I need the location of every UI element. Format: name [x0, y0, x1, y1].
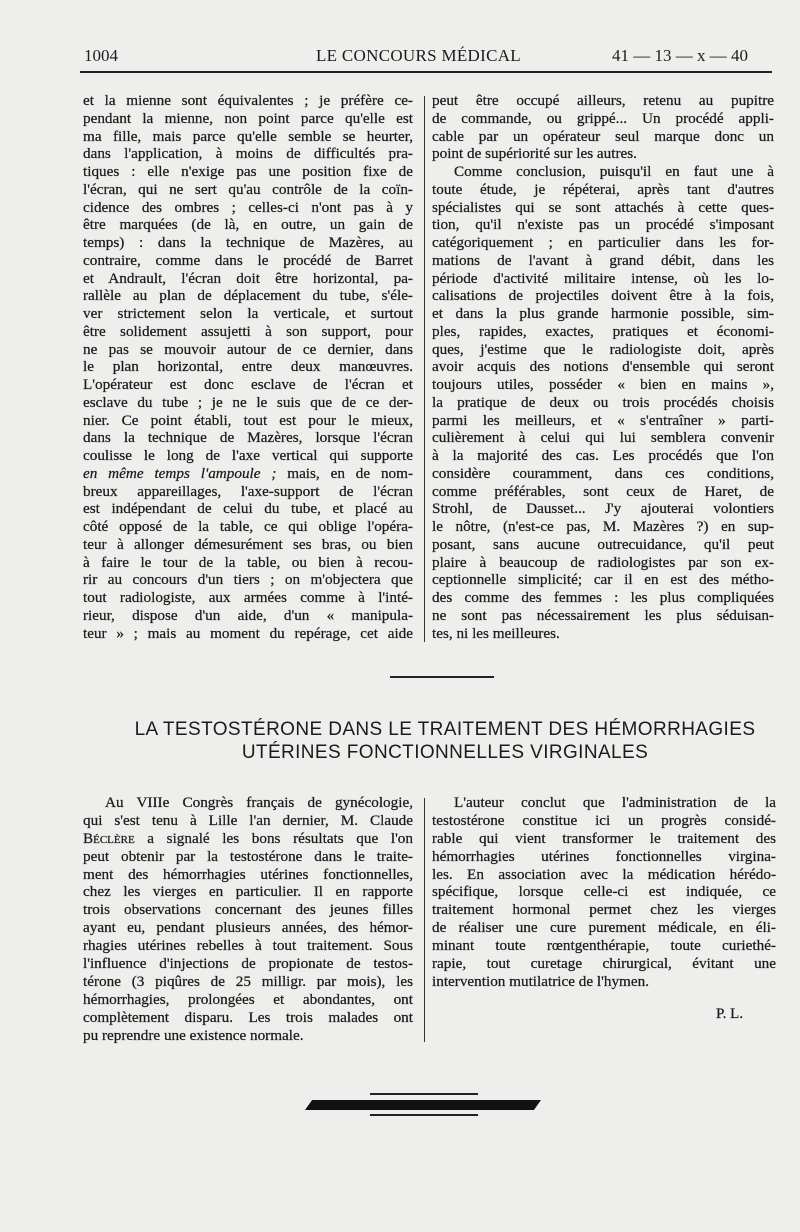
text-line: ment des hémorrhagies utérines fonctionnelles, [83, 865, 413, 883]
text-line: minant toute rœntgenthérapie, toute curiethé- [432, 937, 776, 955]
column-top-right [432, 92, 774, 642]
text-line: rapie, tout curetage chirurgical, évitant une [432, 955, 776, 973]
author-signature: P. L. [716, 1006, 744, 1022]
text-line: hémorrhagies utérines fonctionnelles virgina- [432, 847, 776, 865]
text-line [83, 465, 413, 483]
text-line: plaire à beaucoup de radiologistes par son ex- [432, 553, 774, 571]
text-line: rhagies utérines rebelles à tout traitement. Sous [83, 937, 413, 955]
text-line: teur » ; mais au moment du repérage, cet aide [83, 624, 413, 642]
text-line: dans l'application, à moins de difficultés pra- [83, 145, 413, 163]
text-line: ples, rapides, exactes, pratiques et économi- [432, 322, 774, 340]
text-line: la pratique de deux ou trois procédés choisis [432, 393, 774, 411]
ornament-line-bottom [370, 1114, 478, 1116]
text-line: ver strictement selon la verticale, et surtout [83, 305, 413, 322]
text-line: tes, ni les meilleures. [432, 624, 560, 642]
text-line: tiques : elle n'exige pas une position fixe de [83, 163, 413, 180]
text-line: de commande, ou grippé... Un procédé appli- [432, 109, 774, 127]
text-line: spécialistes qui se sont attachés à cette ques- [432, 198, 774, 216]
text-line: ma fille, mais parce qu'elle semble se heurter, [83, 127, 413, 145]
text-line: qui s'est tenu à Lille l'an dernier, M. Claude [83, 811, 413, 829]
ornament-bar [305, 1100, 541, 1110]
text-line: peut être occupé ailleurs, retenu au pupitre [432, 92, 774, 109]
text-line: tion, qu'il n'existe pas un procédé s'imposant [432, 216, 774, 234]
text-line: ceptionnelle simplicité; car il en est des métho- [432, 571, 774, 589]
text-line: peut obtenir par la testostérone dans le traite- [83, 847, 413, 865]
italic-text: en même temps l'ampoule ; [83, 464, 277, 482]
text-line: dans la technique de Mazères, lorsque l'écran [83, 429, 413, 447]
text-line: période d'activité militaire intense, où les lo- [432, 269, 774, 287]
text-line: rir au concours d'un tiers ; on m'objectera que [83, 571, 413, 589]
text-line: toujours utiles, posséder « bien en mains », [432, 376, 774, 393]
column-divider-bottom [424, 798, 425, 1042]
text-line: rieur, dispose d'un aide, d'un « manipula- [83, 606, 413, 624]
text-line: rable qui vient transformer le traitement des [432, 829, 776, 847]
header-rule [80, 71, 772, 73]
text-line: et la mienne sont équivalentes ; je préfère ce- [83, 92, 413, 109]
section-separator [390, 676, 494, 678]
text-line: intervention mutilatrice de l'hymen. [432, 972, 649, 990]
text-line: nier. Ce point établi, tout est pour le mieux, [83, 411, 413, 429]
text-line: trois observations concernant des jeunes filles [83, 901, 413, 919]
text-line: posant, sans aucune outrecuidance, qu'il peut [432, 535, 774, 553]
text-line: pu reprendre une existence normale. [83, 1026, 304, 1044]
text-line: breux appareillages, l'axe-support de l'écran [83, 482, 413, 500]
article-title-line-1: LA TESTOSTÉRONE DANS LE TRAITEMENT DES HÉMORRHAGIES [134, 719, 756, 740]
text-line: ques, j'estime que le radiologiste doit, après [432, 340, 774, 358]
text-line: de réaliser une cure purement médicale, en éli- [432, 919, 776, 937]
text-line: spécifique, lorsque celle-ci est indiquée, ce [432, 883, 776, 901]
page-number: 1004 [84, 46, 118, 65]
text-line: les. En association avec la médication hérédo- [432, 865, 776, 883]
text-line: esclave du tube ; je ne le suis que de ce der- [83, 393, 413, 411]
text-line: L'opérateur est donc esclave de l'écran et [83, 376, 413, 393]
text-line: rallèle au plan de déplacement du tube, s'éle- [83, 287, 413, 305]
text-line: traitement hormonal permet chez les vierges [432, 901, 776, 919]
article-column-left [83, 794, 413, 1044]
text-line: comme préférables, sont ceux de Haret, de [432, 482, 774, 500]
article-title-line-2: UTÉRINES FONCTIONNELLES VIRGINALES [241, 742, 649, 763]
text-line: calisations de projectiles doivent être à la fois, [432, 287, 774, 305]
text-line: l'influence d'injections de propionate de testos- [83, 955, 413, 973]
text-line: cidence des ombres ; celles-ci n'ont pas à y [83, 198, 413, 216]
text-line: ne sont pas nécessairement les plus séduisan- [432, 606, 774, 624]
text-line: point de supériorité sur les autres. [432, 145, 637, 163]
text-line: térone (3 piqûres de 25 milligr. par mois), les [83, 972, 413, 990]
text-line: être solidement assujetti à son support, pour [83, 322, 413, 340]
text-line: complètement disparu. Les trois malades ont [83, 1008, 413, 1026]
text-line: le nôtre, (n'est-ce pas, M. Mazères ?) en sup- [432, 518, 774, 535]
text-line: l'écran, qui ne sert qu'au contrôle de la coïn- [83, 180, 413, 198]
text-line: et Andrault, l'écran doit être horizontal, pa- [83, 269, 413, 287]
text-line: côté opposé de la table, ce qui oblige l'opéra- [83, 518, 413, 535]
issue-date: 41 — 13 — x — 40 [612, 46, 748, 65]
text-line: avoir acquis des notions d'ensemble qui seront [432, 358, 774, 376]
column-top-left [83, 92, 413, 642]
text-line: être marquées (de là, en outre, un gain de [83, 216, 413, 234]
text-line: pendant la mienne, non point parce qu'elle est [83, 109, 413, 127]
author-name: Béclère [83, 829, 135, 847]
text-line: hémorrhagies, prolongées et abondantes, ont [83, 990, 413, 1008]
text-line: cable par un opérateur seul marque donc un [432, 127, 774, 145]
text-line: Comme conclusion, puisqu'il en faut une à [454, 163, 774, 180]
text-line [83, 830, 413, 848]
text-line: à la majorité des cas. Les procédés que l'on [432, 447, 774, 464]
article-column-right [432, 794, 776, 991]
text-line: culièrement à celui qui lui semblera convenir [432, 429, 774, 447]
column-divider-top [424, 96, 425, 642]
text-line: des comme des femmes : les plus compliquées [432, 589, 774, 606]
text-line: le plan horizontal, entre deux manœuvres. [83, 358, 413, 376]
text-line: est indépendant de celui du tube, et placé au [83, 500, 413, 518]
text-line: Strohl, de Dausset... J'y ajouterai volontiers [432, 500, 774, 518]
text-line: coulisse le long de l'axe vertical qui supporte [83, 447, 413, 464]
text-line: L'auteur conclut que l'administration de la [454, 794, 776, 811]
text-line: contraire, comme dans le procédé de Barret [83, 251, 413, 269]
text-line: et dans la plus grande harmonie possible, sim- [432, 305, 774, 322]
text-line: teur à allonger démesurément ses bras, ou bien [83, 535, 413, 553]
text-segment: mais, en de nom- [276, 464, 413, 482]
text-line: catégoriquement ; en particulier dans les for- [432, 234, 774, 251]
text-line: tout radiologiste, aux armées comme à l'inté- [83, 589, 413, 606]
text-line: testostérone constitue ici un progrès considé- [432, 811, 776, 829]
text-line: chez les vierges en particulier. Il en rapporte [83, 883, 413, 901]
ornament-line-top [370, 1093, 478, 1095]
text-line: mations de l'avant à grand débit, dans les [432, 251, 774, 269]
text-line: parmi les meilleurs, et « s'entraîner » parti- [432, 411, 774, 429]
text-line: ne pas se mouvoir autour de ce dernier, dans [83, 340, 413, 358]
text-segment: a signalé les bons résultats que l'on [134, 829, 413, 847]
text-line: à faire le tour de la table, ou bien à recou- [83, 553, 413, 571]
text-line: temps) : dans la technique de Mazères, au [83, 234, 413, 251]
journal-title: LE CONCOURS MÉDICAL [316, 46, 521, 65]
text-line: considère couramment, dans ces conditions, [432, 464, 774, 482]
text-line: Au VIIIe Congrès français de gynécologie, [105, 794, 413, 811]
text-line: ayant eu, pendant plusieurs années, des hémor- [83, 919, 413, 937]
text-line: toute étude, je répéterai, après tant d'autres [432, 180, 774, 198]
